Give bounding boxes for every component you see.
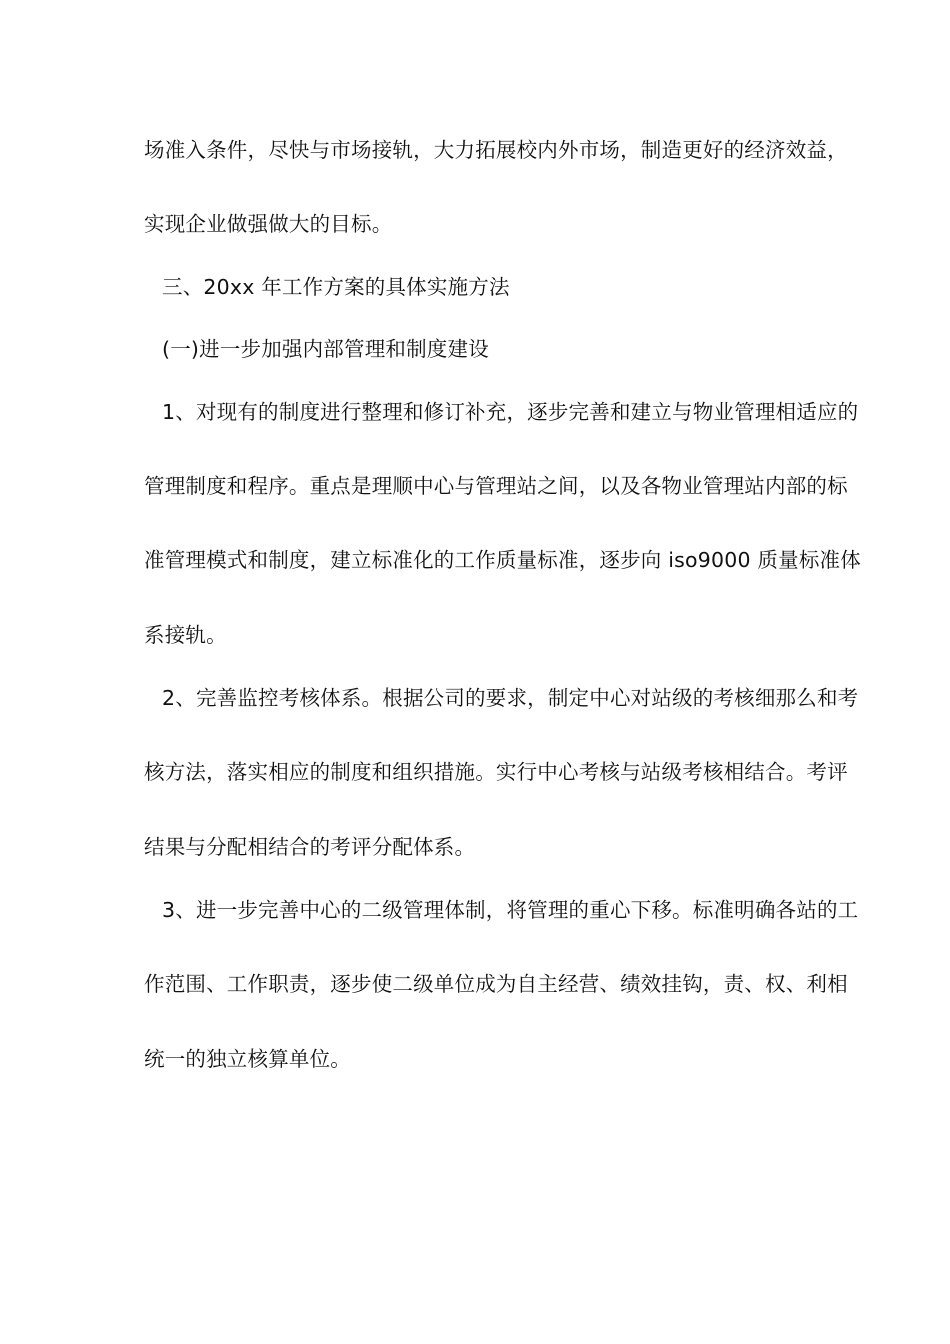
paragraph-line: 2、完善监控考核体系。根据公司的要求，制定中心对站级的考核细那么和考 — [162, 686, 859, 710]
paragraph-line: 结果与分配相结合的考评分配体系。 — [144, 835, 476, 859]
paragraph-line: 准管理模式和制度，建立标准化的工作质量标准，逐步向 iso9000 质量标准体 — [144, 548, 861, 572]
paragraph-line: 1、对现有的制度进行整理和修订补充，逐步完善和建立与物业管理相适应的 — [162, 400, 859, 424]
paragraph-line: 作范围、工作职责，逐步使二级单位成为自主经营、绩效挂钩，责、权、利相 — [144, 972, 848, 996]
paragraph-line: 核方法，落实相应的制度和组织措施。实行中心考核与站级考核相结合。考评 — [144, 760, 848, 784]
section-heading: 三、20xx 年工作方案的具体实施方法 — [162, 275, 510, 299]
paragraph-line: 系接轨。 — [144, 623, 227, 647]
paragraph-line: 实现企业做强做大的目标。 — [144, 212, 393, 236]
subsection-heading: (一)进一步加强内部管理和制度建设 — [162, 337, 489, 361]
paragraph-line: 管理制度和程序。重点是理顺中心与管理站之间，以及各物业管理站内部的标 — [144, 474, 848, 498]
paragraph-line: 3、进一步完善中心的二级管理体制，将管理的重心下移。标准明确各站的工 — [162, 898, 859, 922]
paragraph-line: 场准入条件，尽快与市场接轨，大力拓展校内外市场，制造更好的经济效益， — [144, 138, 848, 162]
paragraph-line: 统一的独立核算单位。 — [144, 1047, 351, 1071]
